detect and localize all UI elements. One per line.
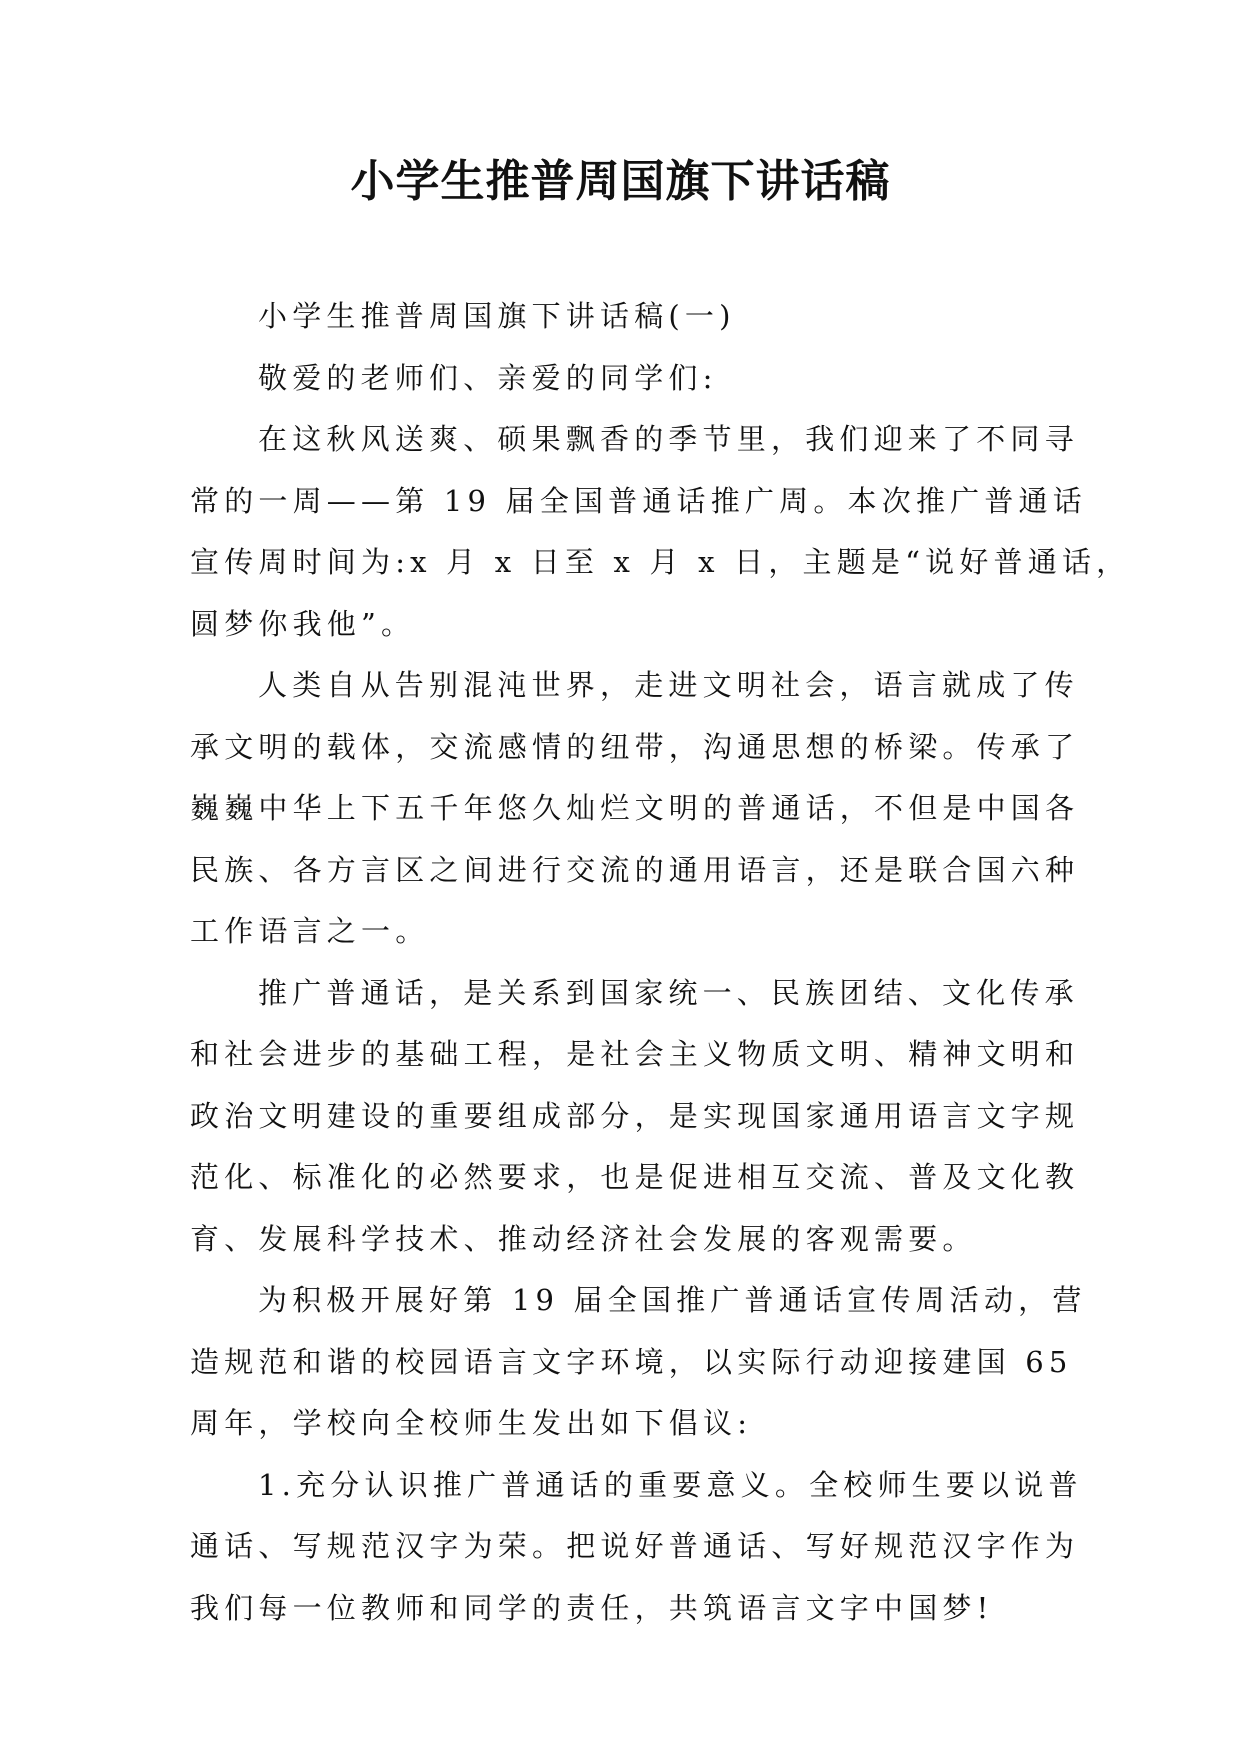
document-title: 小学生推普周国旗下讲话稿 bbox=[350, 156, 891, 207]
paragraph-line: 圆梦你我他”。 bbox=[190, 606, 416, 641]
paragraph-line: 承文明的载体，交流感情的纽带，沟通思想的桥梁。传承了 bbox=[190, 729, 1080, 764]
paragraph-line: 育、发展科学技术、推动经济社会发展的客观需要。 bbox=[190, 1221, 977, 1256]
paragraph-line: 常的一周——第 19 届全国普通话推广周。本次推广普通话 bbox=[190, 483, 1087, 518]
salutation-line: 敬爱的老师们、亲爱的同学们: bbox=[258, 360, 718, 395]
paragraph-line: 为积极开展好第 19 届全国推广普通话宣传周活动，营 bbox=[258, 1283, 1087, 1317]
paragraph-line: 政治文明建设的重要组成部分，是实现国家通用语言文字规 bbox=[190, 1098, 1080, 1133]
subtitle-line: 小学生推普周国旗下讲话稿(一) bbox=[258, 299, 736, 333]
paragraph-line: 推广普通话，是关系到国家统一、民族团结、文化传承 bbox=[258, 975, 1079, 1010]
paragraph-line: 宣传周时间为:x 月 x 日至 x 月 x 日，主题是“说好普通话， bbox=[190, 545, 1131, 579]
paragraph-line: 民族、各方言区之间进行交流的通用语言，还是联合国六种 bbox=[190, 852, 1080, 887]
paragraph-line: 范化、标准化的必然要求，也是促进相互交流、普及文化教 bbox=[190, 1160, 1080, 1194]
paragraph-line: 周年，学校向全校师生发出如下倡议: bbox=[190, 1406, 753, 1440]
paragraph-line: 和社会进步的基础工程，是社会主义物质文明、精神文明和 bbox=[190, 1037, 1080, 1071]
paragraph-line: 我们每一位教师和同学的责任，共筑语言文字中国梦! bbox=[190, 1590, 994, 1625]
paragraph-line: 在这秋风送爽、硕果飘香的季节里，我们迎来了不同寻 bbox=[258, 422, 1079, 456]
document-body bbox=[190, 286, 1131, 1639]
paragraph-line: 巍巍中华上下五千年悠久灿烂文明的普通话，不但是中国各 bbox=[190, 791, 1080, 825]
paragraph-line: 工作语言之一。 bbox=[190, 914, 430, 948]
paragraph-line: 1.充分认识推广普通话的重要意义。全校师生要以说普 bbox=[258, 1467, 1083, 1502]
paragraph-line: 人类自从告别混沌世界，走进文明社会，语言就成了传 bbox=[258, 668, 1079, 702]
paragraph-line: 通话、写规范汉字为荣。把说好普通话、写好规范汉字作为 bbox=[190, 1529, 1080, 1563]
paragraph-line: 造规范和谐的校园语言文字环境，以实际行动迎接建国 65 bbox=[190, 1344, 1073, 1379]
